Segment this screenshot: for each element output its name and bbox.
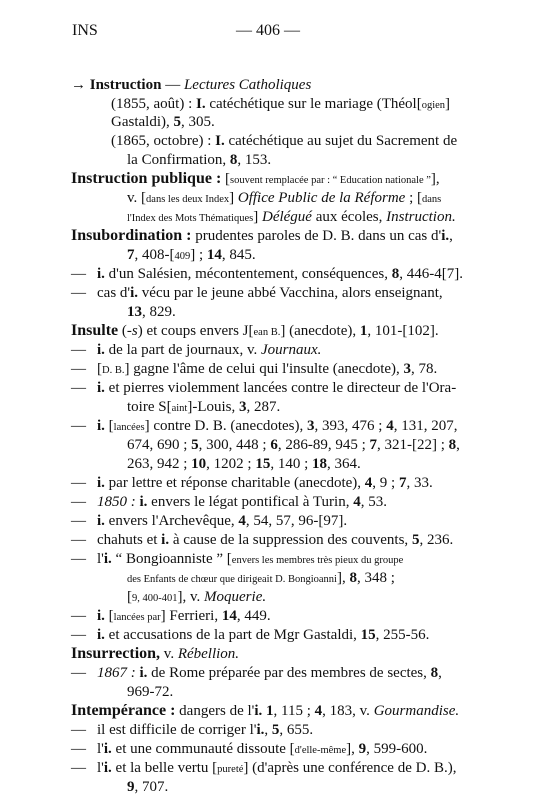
bold-text: I. [195,96,206,112]
text: , 287. [246,399,281,415]
small-text: souvent remplacée par : “ Education nationale ” [230,175,431,186]
text: catéchétique au sujet du Sacrement de [224,133,458,149]
index-line [127,455,361,473]
headword: Insulte [71,322,119,339]
bold-text: i. 1 [254,703,274,719]
small-text: D. B. [102,365,125,376]
text: ] ; [190,247,207,263]
text: cas d' [97,285,131,301]
bold-text: → Instruction [71,77,162,93]
index-line [71,474,433,492]
text: , 54, 57, 96-[97]. [245,513,348,529]
text: ] contre D. B. (anecdotes), [144,418,308,434]
bold-text: i. [97,627,105,643]
bold-text: i. [139,665,148,681]
running-head: INS [72,22,98,39]
bold-text: 10 [191,456,207,472]
small-text: dans [422,194,442,205]
dash-marker: — [71,380,86,396]
bold-text: I. [215,133,225,149]
bold-text: 4 [386,418,394,434]
index-line [71,531,453,549]
text: , 446-4[7]. [399,266,463,282]
text: à cause de la suppression des couvents, [169,532,412,548]
text: , 33. [406,475,433,491]
dash-marker: — [71,665,86,681]
text: , 321-[22] ; [377,437,449,453]
text: d'un Salésien, mécontentement, conséquences, [104,266,392,282]
index-line [71,512,347,530]
dash-marker: — [71,285,86,301]
index-line [111,113,215,131]
bold-text: 9 [127,779,135,795]
bold-text: 5 [173,114,181,130]
bold-text: 15 [360,627,376,643]
text: et accusations de la part de Mgr Gastaldi, [104,627,361,643]
bold-text: 4 [314,703,323,719]
text: par lettre et réponse charitable (anecdote), [104,475,365,491]
text: la Confirmation, [127,152,230,168]
bold-text: 13 [127,304,142,320]
text: envers le légat pontifical à Turin, [147,494,354,510]
dash-marker: — [71,342,86,358]
index-line [71,740,427,760]
dash-marker: — [71,361,86,377]
text: prudentes paroles de D. B. dans un cas d' [191,228,442,244]
text: l' [97,741,104,757]
text: , 449. [236,608,271,624]
text: , 183, v. [322,703,374,719]
bold-text: 6 [270,437,278,453]
index-line [71,265,463,283]
text: ] [253,209,262,225]
index-line [111,132,457,150]
text: 263, 942 ; [127,456,192,472]
text: aux écoles, [311,209,387,225]
bold-text: i. [256,722,265,738]
text: (1855, août) : [111,96,196,112]
text: 674, 690 ; [127,437,192,453]
small-text: l'Index des Mots Thématiques [127,213,254,224]
italic-text: s [131,323,138,339]
text: et une communauté dissoute [ [111,741,295,757]
italic-text: Gourmandise. [373,703,460,719]
bold-text: i. [97,608,105,624]
index-line [71,360,437,380]
text: v. [ [127,190,147,206]
text: , [449,228,453,244]
dash-marker: — [71,418,86,434]
small-text: aint [171,403,188,414]
text: et pierres violemment lancées contre le directeur de l'Ora- [104,380,457,396]
text: , 305. [180,114,215,130]
text: , 9 ; [372,475,399,491]
text: [ [97,361,102,377]
bold-text: 14 [206,247,222,263]
text: ] (anecdote), [280,323,360,339]
italic-text: Délégué [261,209,312,225]
index-line [71,550,403,570]
dash-marker: — [71,532,86,548]
italic-text: Rébellion. [177,646,240,662]
index-line [71,170,440,190]
text: “ Bongioanniste ” [ [111,551,232,567]
bold-text: 8 [349,570,357,586]
text: [ [127,589,132,605]
index-line [71,76,311,94]
text: il est difficile de corriger l' [97,722,257,738]
dash-marker: — [71,760,86,776]
text: 969-72. [127,684,174,700]
small-text: des Enfants de chœur que dirigeait D. Bongioanni [127,574,337,585]
bold-text: i. [97,380,105,396]
index-line [71,417,457,437]
text: ] (d'après une conférence de D. B.), [243,760,457,776]
text: de la part de journaux, v. [104,342,261,358]
text: (- [118,323,132,339]
text: (1865, octobre) : [111,133,216,149]
text: dangers de l' [175,703,255,719]
index-line [71,227,453,245]
bold-text: 3 [307,418,315,434]
bold-text: i. [130,285,139,301]
text: , 300, 448 ; [198,437,271,453]
bold-text: 18 [312,456,328,472]
headword: Instruction publique : [71,170,222,187]
index-line [127,151,271,169]
text: l' [97,760,104,776]
dash-marker: — [71,608,86,624]
bold-text: i. [97,266,105,282]
text: Gastaldi), [111,114,174,130]
text: [ [221,171,231,187]
dash-marker: — [71,741,86,757]
index-line [71,721,313,739]
bold-text: 3 [239,399,247,415]
text: catéchétique sur le mariage (Théol[ [205,96,422,112]
bold-text: 15 [255,456,271,472]
small-text: dans les deux Index [146,194,230,205]
index-line [127,398,280,418]
text: , 408-[ [134,247,175,263]
index-line [127,208,456,228]
text: , 78. [411,361,438,377]
small-text: 9, 400-401 [132,593,178,604]
text: , 1202 ; [206,456,256,472]
dash-marker: — [71,266,86,282]
text: , 599-600. [366,741,428,757]
bold-text: i. [97,513,105,529]
small-text: envers les membres très pieux du groupe [231,555,404,566]
italic-text: Instruction. [386,209,456,225]
bold-text: i. [161,532,170,548]
text: de Rome préparée par des membres de sectes, [147,665,431,681]
text: ; [ [405,190,423,206]
dash-marker: — [71,475,86,491]
index-line [71,626,429,644]
index-line [127,569,395,589]
index-line [71,702,459,720]
text: ], [336,570,350,586]
bold-text: 7 [127,247,135,263]
small-text: lancées [113,422,145,433]
bold-text: 7 [369,437,378,453]
bold-text: i. [441,228,450,244]
bold-text: 5 [271,722,280,738]
text: , 153. [237,152,272,168]
index-line [127,588,266,608]
index-line [71,284,443,302]
text: toire S[ [127,399,172,415]
text: , 364. [327,456,361,472]
bold-text: i. [139,494,148,510]
text: , 845. [221,247,256,263]
italic-text: Lectures Catholiques [183,77,312,93]
text: — [161,77,184,93]
italic-text: 1850 : [97,494,136,510]
italic-text: 1867 : [97,665,136,681]
bold-text: 4 [238,513,246,529]
index-line [127,303,176,321]
text: ] Ferrieri, [160,608,222,624]
text: , 101-[102]. [367,323,439,339]
small-text: ogien [421,100,446,111]
index-line [71,379,456,397]
small-text: lancées par [113,612,161,623]
dash-marker: — [71,722,86,738]
text: , 286-89, 945 ; [277,437,370,453]
index-line [71,341,321,359]
text: , 255-56. [375,627,430,643]
bold-text: 3 [403,361,412,377]
text: , 236. [419,532,454,548]
text: , 348 ; [356,570,395,586]
bold-text: i. [97,418,105,434]
small-text: ean B. [253,327,281,338]
italic-text: Journaux. [260,342,322,358]
text: l' [97,551,104,567]
bold-text: i. [97,475,105,491]
index-line [71,664,442,682]
text: , 131, 207, [393,418,458,434]
text: vécu par le jeune abbé Vacchina, alors enseignant, [138,285,443,301]
headword: Insubordination : [71,227,192,244]
text: ], [430,171,440,187]
text: chahuts et [97,532,162,548]
text: ] [229,190,238,206]
index-line [127,189,441,209]
dash-marker: — [71,551,86,567]
bold-text: i. [103,741,112,757]
small-text: 409 [174,251,191,262]
bold-text: 4 [364,475,373,491]
text: ] [445,96,451,112]
text: , [456,437,460,453]
index-line [71,645,239,663]
text: , 655. [279,722,314,738]
bold-text: i. [103,551,112,567]
bold-text: 8 [229,152,238,168]
dash-marker: — [71,494,86,510]
index-line [127,683,173,701]
small-text: d'elle-même [294,745,347,756]
bold-text: 8 [430,665,439,681]
text: , 393, 476 ; [314,418,387,434]
text: ) et coups envers J[ [137,323,254,339]
index-line [127,436,460,454]
index-line [71,493,387,511]
bold-text: 8 [391,266,400,282]
bold-text: 4 [353,494,361,510]
index-line [71,607,271,627]
italic-text: Moquerie. [204,589,267,605]
text: [ [104,418,114,434]
text: ], v. [177,589,205,605]
bold-text: 9 [358,741,367,757]
text: , 829. [142,304,176,320]
bold-text: 14 [221,608,237,624]
small-text: pureté [217,764,244,775]
index-line [111,95,450,115]
headword: Intempérance : [71,702,176,719]
bold-text: 1 [359,323,368,339]
bold-text: 5 [191,437,199,453]
index-line [71,322,439,342]
bold-text: i. [97,342,105,358]
index-line [71,759,456,779]
page-header [0,22,536,44]
page-number: — 406 — [236,22,300,39]
text: ] gagne l'âme de celui qui l'insulte (anecdote), [124,361,404,377]
bold-text: 5 [411,532,420,548]
text: ]-Louis, [187,399,239,415]
text: , 707. [134,779,169,795]
text: , 53. [360,494,387,510]
text: , 140 ; [270,456,313,472]
bold-text: i. [103,760,112,776]
text: envers l'Archevêque, [104,513,239,529]
bold-text: 7 [398,475,407,491]
text: , 115 ; [273,703,315,719]
text: , [264,722,272,738]
text: et la belle vertu [ [111,760,218,776]
dash-marker: — [71,627,86,643]
text: v. [160,646,178,662]
bold-text: 8 [448,437,457,453]
index-line [127,246,256,266]
index-line [127,778,168,796]
italic-text: Office Public de la Réforme [237,190,406,206]
text: [ [104,608,114,624]
text: , [438,665,442,681]
text: ], [346,741,359,757]
dash-marker: — [71,513,86,529]
headword: Insurrection, [71,645,161,662]
